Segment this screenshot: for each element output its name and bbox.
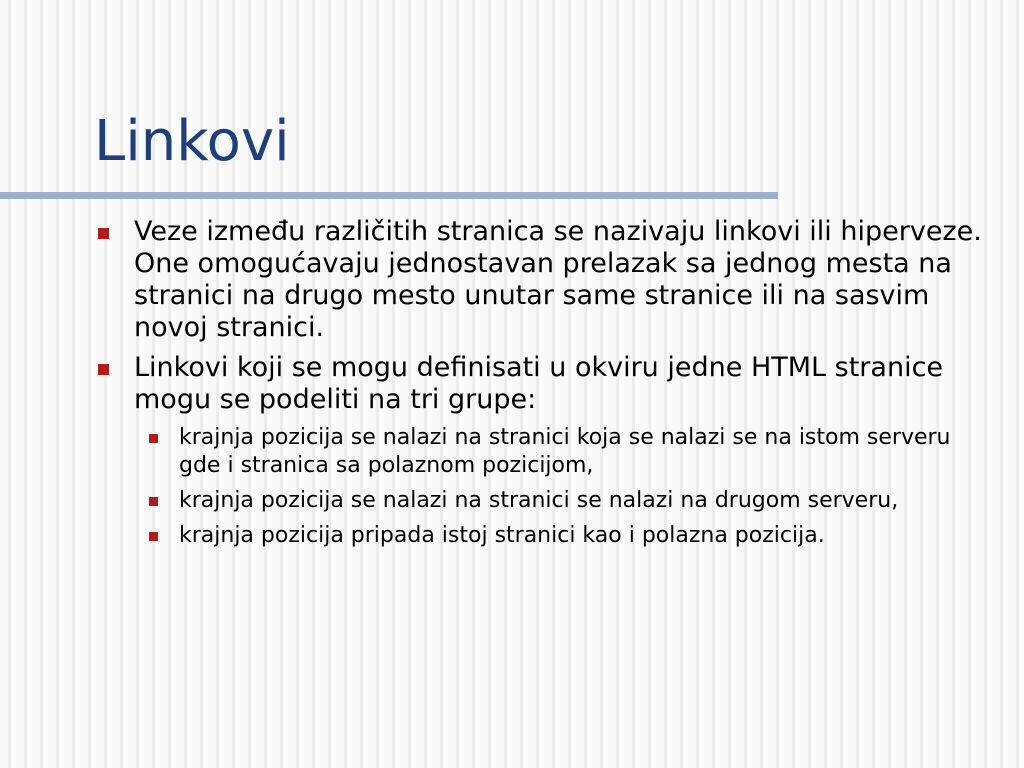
sub-bullet-item [96, 424, 996, 480]
sub-bullet-text: krajnja pozicija se nalazi na stranici koja se nalazi se na istom serveru gde i stranica sa polaznom pozicijom, [179, 425, 951, 478]
sub-bullet-list [96, 424, 996, 550]
sub-bullet-text: krajnja pozicija pripada istoj stranici kao i polazna pozicija. [179, 523, 825, 548]
square-bullet-icon [149, 532, 158, 541]
square-bullet-icon [98, 364, 109, 375]
sub-bullet-item [96, 487, 996, 515]
bullet-text: Veze između različitih stranica se nazivaju linkovi ili hiperveze. One omogućavaju jednostavan prelazak sa jednog mesta na stranici na drugo mesto unutar same stranice ili na sasvim novoj stranici. [134, 216, 982, 343]
square-bullet-icon [149, 434, 158, 443]
sub-bullet-item [96, 522, 996, 550]
slide-content [96, 216, 996, 558]
title-divider [0, 192, 778, 199]
slide-title: Linkovi [94, 109, 290, 174]
bullet-item [96, 352, 996, 416]
bullet-text: Linkovi koji se mogu definisati u okviru jedne HTML stranice mogu se podeliti na tri grupe: [134, 352, 944, 415]
bullet-item [96, 216, 996, 344]
square-bullet-icon [149, 497, 158, 506]
sub-bullet-text: krajnja pozicija se nalazi na stranici se nalazi na drugom serveru, [179, 488, 899, 513]
square-bullet-icon [98, 228, 109, 239]
